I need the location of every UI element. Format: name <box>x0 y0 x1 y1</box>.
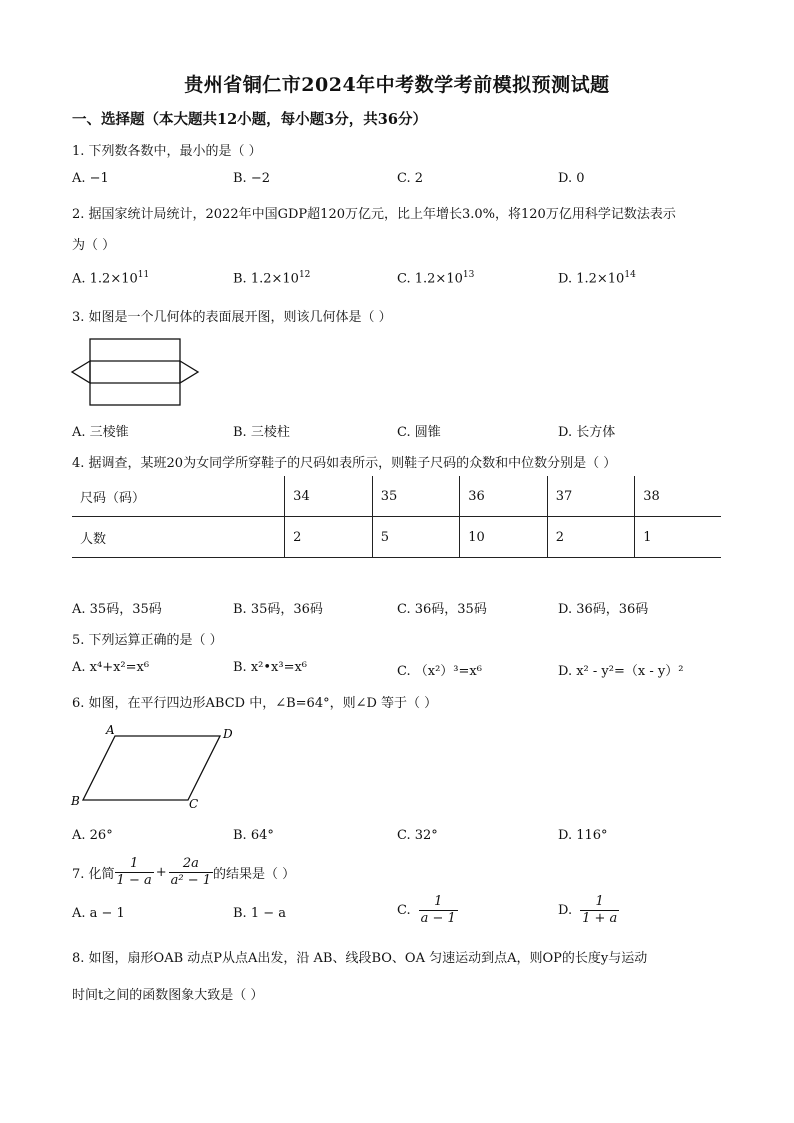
table-cell: 36 <box>460 476 548 517</box>
question-6-stem: 6. 如图，在平行四边形ABCD 中，∠B=64°，则∠D 等于（ ） <box>72 696 438 711</box>
q1-option-c: C. 2 <box>397 171 424 186</box>
vertex-label-b: B <box>71 794 80 808</box>
q6-option-d: D. 116° <box>558 828 608 843</box>
table-row <box>72 476 721 517</box>
q7-option-d: D. $\frac{1}{1 + a}$ <box>558 894 618 926</box>
q1-option-b: B. −2 <box>233 171 270 186</box>
q4-option-d: D. 36码，36码 <box>558 602 649 617</box>
vertex-label-c: C <box>189 797 199 811</box>
q6-option-b: B. 64° <box>233 828 274 843</box>
q7-suffix: 的结果是（ ） <box>213 866 296 882</box>
table-cell: 10 <box>460 517 548 558</box>
q7-option-b: B. 1 − a <box>233 906 286 921</box>
vertex-label-a: A <box>106 723 115 737</box>
page-title: 贵州省铜仁市2024年中考数学考前模拟预测试题 <box>184 74 610 96</box>
question-3-stem: 3. 如图是一个几何体的表面展开图，则该几何体是（ ） <box>72 310 392 325</box>
q5-option-a: A. x⁴+x²=x⁶ <box>72 660 150 675</box>
q7-plus: + <box>155 864 167 880</box>
q7-option-c: C. $\frac{1}{a - 1}$ <box>397 894 456 926</box>
q2-option-d: D. $1.2\times 10^{14}$ <box>558 270 636 287</box>
table-cell: 尺码（码） <box>72 476 285 517</box>
question-2-stem-line1: 2. 据国家统计局统计，2022年中国GDP超120万亿元，比上年增长3.0%，将120万亿用科学记数法表示 <box>72 207 676 222</box>
section-heading: 一、选择题（本大题共12小题，每小题3分，共36分） <box>72 111 427 128</box>
q7-option-a: A. a − 1 <box>72 906 125 921</box>
table-cell: 2 <box>285 517 373 558</box>
q2-option-c: C. $1.2\times 10^{13}$ <box>397 270 475 287</box>
q1-option-a: A. −1 <box>72 171 109 186</box>
table-cell: 2 <box>547 517 635 558</box>
table-cell: 1 <box>635 517 721 558</box>
net-left-triangle <box>72 361 90 383</box>
parallelogram-abcd <box>83 736 220 800</box>
net-outer-rect <box>90 339 180 405</box>
q4-option-b: B. 35码，36码 <box>233 602 323 617</box>
net-right-triangle <box>180 361 198 383</box>
q3-option-b: B. 三棱柱 <box>233 425 290 440</box>
table-cell: 35 <box>372 476 460 517</box>
table-cell: 38 <box>635 476 721 517</box>
q3-option-d: D. 长方体 <box>558 425 616 440</box>
q4-option-a: A. 35码，35码 <box>72 602 162 617</box>
shoe-size-table <box>72 476 721 558</box>
parallelogram-figure <box>68 722 248 812</box>
table-row <box>72 517 721 558</box>
q6-option-c: C. 32° <box>397 828 438 843</box>
question-7-stem <box>72 852 295 892</box>
prism-net-figure <box>70 338 202 408</box>
q3-option-c: C. 圆锥 <box>397 425 441 440</box>
q2-option-a: A. $1.2\times 10^{11}$ <box>72 270 150 287</box>
q7-fraction-2: $\frac{2a}{\text{a² − 1}}$ <box>170 855 212 888</box>
q5-option-b: B. x²•x³=x⁶ <box>233 660 308 675</box>
q2-option-b: B. $1.2\times 10^{12}$ <box>233 270 311 287</box>
q7-prefix: 7. 化简 <box>72 866 115 882</box>
table-cell: 37 <box>547 476 635 517</box>
q7-fraction-1: $\frac{1}{1 - a}$ <box>116 855 152 888</box>
table-cell: 5 <box>372 517 460 558</box>
q5-option-c: C. （x²）³=x⁶ <box>397 664 482 679</box>
question-5-stem: 5. 下列运算正确的是（ ） <box>72 633 223 648</box>
q4-option-c: C. 36码，35码 <box>397 602 487 617</box>
q6-option-a: A. 26° <box>72 828 113 843</box>
q1-option-d: D. 0 <box>558 171 585 186</box>
q3-option-a: A. 三棱锥 <box>72 425 129 440</box>
question-4-stem: 4. 据调查，某班20为女同学所穿鞋子的尺码如表所示，则鞋子尺码的众数和中位数分别是（ ） <box>72 456 617 471</box>
table-cell: 人数 <box>72 517 285 558</box>
question-1-stem: 1. 下列数各数中，最小的是（ ） <box>72 144 262 159</box>
q5-option-d: D. x² - y²=（x - y）² <box>558 664 684 679</box>
vertex-label-d: D <box>223 727 233 741</box>
question-2-stem-line2: 为（ ） <box>72 238 116 253</box>
table-cell: 34 <box>285 476 373 517</box>
question-8-stem-line1: 8. 如图，扇形OAB 动点P从点A出发，沿 AB、线段BO、OA 匀速运动到点A，则OP的长度y与运动 <box>72 951 648 966</box>
question-8-stem-line2: 时间t之间的函数图象大致是（ ） <box>72 988 264 1003</box>
